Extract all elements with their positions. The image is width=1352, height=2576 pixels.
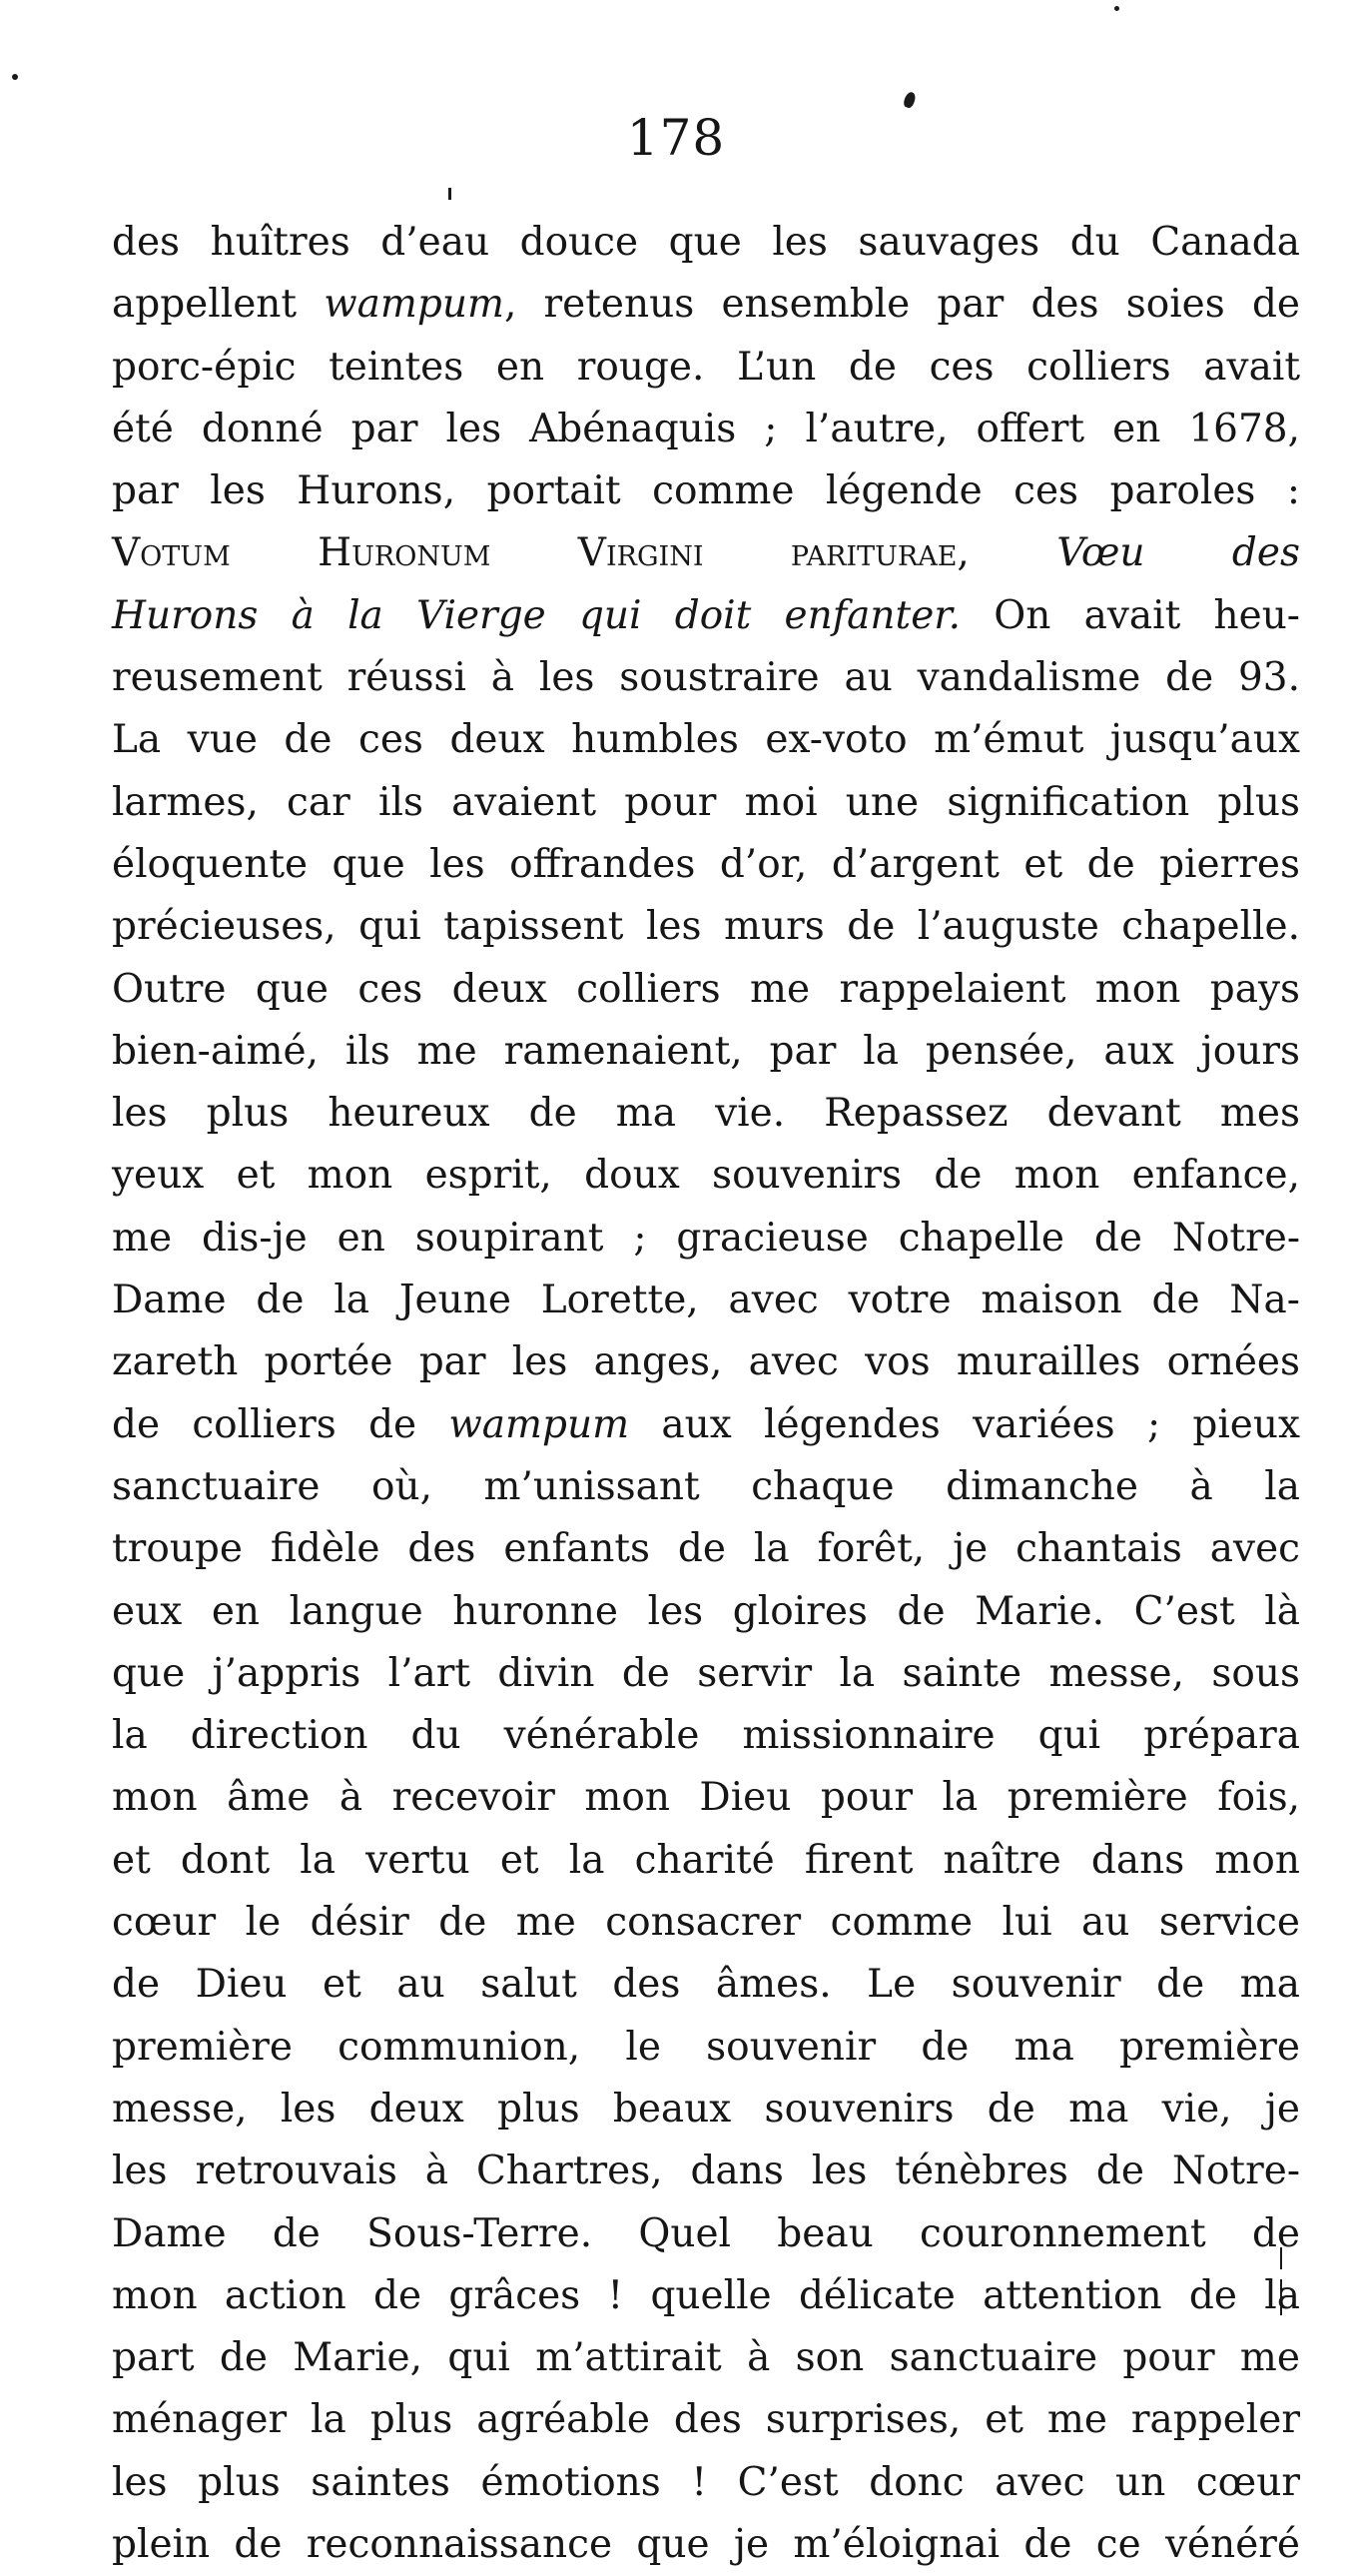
text-segment: , retenus ensemble par des soies de <box>503 282 1300 328</box>
text-segment: Dame de Sous-Terre. Quel beau couronnement de <box>112 2210 1300 2256</box>
text-segment: porc-épic teintes en rouge. L’un de ces colliers avait <box>112 344 1300 390</box>
text-segment: la direction du vénérable missionnaire qui prépara <box>112 1713 1300 1759</box>
text-line <box>112 2514 1300 2576</box>
text-line <box>112 1767 1300 1829</box>
text-line <box>112 1145 1300 1207</box>
text-line <box>112 2452 1300 2514</box>
text-segment: Votum Huronum Virgini pariturae, <box>112 530 970 576</box>
text-line <box>112 834 1300 896</box>
text-segment: eux en langue huronne les gloires de Marie. C’est là <box>112 1588 1300 1634</box>
text-line <box>112 1456 1300 1518</box>
text-segment: wampum <box>324 282 504 328</box>
text-segment: de Dieu et au salut des âmes. Le souvenir de ma <box>112 1962 1300 2008</box>
text-line <box>112 1581 1300 1643</box>
text-segment: Dame de la Jeune Lorette, avec votre maison de Na- <box>112 1278 1300 1323</box>
ink-mark <box>448 188 451 200</box>
text-segment: ménager la plus agréable des surprises, et me rappeler <box>112 2397 1300 2443</box>
text-segment: les retrouvais à Chartres, dans les ténèbres de Notre- <box>112 2148 1300 2194</box>
text-segment: cœur le désir de me consacrer comme lui au service <box>112 1900 1300 1946</box>
text-segment: Outre que ces deux colliers me rappelaient mon pays <box>112 966 1300 1012</box>
text-segment: les plus heureux de ma vie. Repassez devant mes <box>112 1091 1300 1137</box>
text-line <box>112 2389 1300 2451</box>
text-segment: les plus saintes émotions ! C’est donc avec un cœur <box>112 2459 1300 2505</box>
text-segment: de colliers de <box>112 1401 449 1447</box>
text-line <box>112 2141 1300 2202</box>
text-line <box>112 585 1300 647</box>
text-segment: messe, les deux plus beaux souvenirs de ma vie, je <box>112 2086 1300 2132</box>
text-line <box>112 212 1300 274</box>
text-line <box>112 399 1300 460</box>
text-line <box>112 2265 1300 2327</box>
text-line <box>112 1331 1300 1393</box>
page-number: 178 <box>626 109 726 167</box>
text-segment: yeux et mon esprit, doux souvenirs de mon enfance, <box>112 1153 1300 1199</box>
text-line <box>112 1830 1300 1892</box>
text-line <box>112 2079 1300 2141</box>
text-segment: des huîtres d’eau douce que les sauvages du Canada <box>112 220 1300 265</box>
text-segment <box>970 530 1056 575</box>
text-line <box>112 1021 1300 1083</box>
text-line <box>112 1083 1300 1145</box>
text-segment: part de Marie, qui m’attirait à son sanctuaire pour me <box>112 2335 1300 2381</box>
ink-speck <box>12 74 18 80</box>
text-segment: mon action de grâces ! quelle délicate attention de la <box>112 2272 1300 2318</box>
text-segment: été donné par les Abénaquis ; l’autre, offert en 1678, <box>112 406 1300 451</box>
ink-speck <box>1114 6 1119 11</box>
text-segment: reusement réussi à les soustraire au vandalisme de 93. <box>112 655 1300 701</box>
text-segment: Hurons à la Vierge qui doit enfanter. <box>112 592 962 638</box>
text-segment: appellent <box>112 282 325 328</box>
text-segment: zareth portée par les anges, avec vos murailles ornées <box>112 1339 1300 1385</box>
text-segment: Vœu des <box>1056 530 1300 576</box>
text-line <box>112 2017 1300 2079</box>
text-line <box>112 1518 1300 1580</box>
text-segment: première communion, le souvenir de ma première <box>112 2024 1300 2070</box>
text-line <box>112 959 1300 1021</box>
text-segment: par les Hurons, portait comme légende ces paroles : <box>112 468 1300 514</box>
text-line <box>112 522 1300 584</box>
text-line <box>112 1954 1300 2016</box>
text-line <box>112 1270 1300 1331</box>
text-line <box>112 1394 1300 1456</box>
text-segment: wampum <box>448 1401 630 1447</box>
text-segment: plein de reconnaissance que je m’éloignai de ce vénéré <box>112 2521 1300 2567</box>
text-segment: que j’appris l’art divin de servir la sainte messe, sous <box>112 1650 1300 1696</box>
text-segment: troupe fidèle des enfants de la forêt, je chantais avec <box>112 1526 1300 1572</box>
body-text <box>112 212 1300 2576</box>
text-line <box>112 896 1300 958</box>
text-segment: et dont la vertu et la charité firent naître dans mon <box>112 1837 1300 1883</box>
text-line <box>112 709 1300 771</box>
text-segment: On avait heu- <box>961 592 1300 638</box>
text-line <box>112 460 1300 522</box>
text-segment: aux légendes variées ; pieux <box>629 1401 1300 1447</box>
text-line <box>112 1892 1300 1954</box>
text-line <box>112 274 1300 336</box>
text-line <box>112 2203 1300 2265</box>
text-segment: sanctuaire où, m’unissant chaque dimanche à la <box>112 1463 1300 1509</box>
text-segment: éloquente que les offrandes d’or, d’argent et de pierres <box>112 841 1300 887</box>
text-line <box>112 2327 1300 2389</box>
text-segment: larmes, car ils avaient pour moi une signification plus <box>112 779 1300 825</box>
text-line <box>112 1705 1300 1767</box>
text-line <box>112 337 1300 399</box>
text-segment: La vue de ces deux humbles ex-voto m’émut jusqu’aux <box>112 717 1300 763</box>
text-line <box>112 1643 1300 1705</box>
text-line <box>112 772 1300 834</box>
text-line <box>112 1208 1300 1270</box>
text-segment: me dis-je en soupirant ; gracieuse chapelle de Notre- <box>112 1215 1300 1261</box>
text-segment: mon âme à recevoir mon Dieu pour la première fois, <box>112 1775 1300 1821</box>
ink-mark <box>903 91 918 109</box>
text-line <box>112 647 1300 709</box>
text-segment: bien-aimé, ils me ramenaient, par la pensée, aux jours <box>112 1028 1300 1074</box>
text-segment: précieuses, qui tapissent les murs de l’auguste chapelle. <box>112 904 1300 950</box>
